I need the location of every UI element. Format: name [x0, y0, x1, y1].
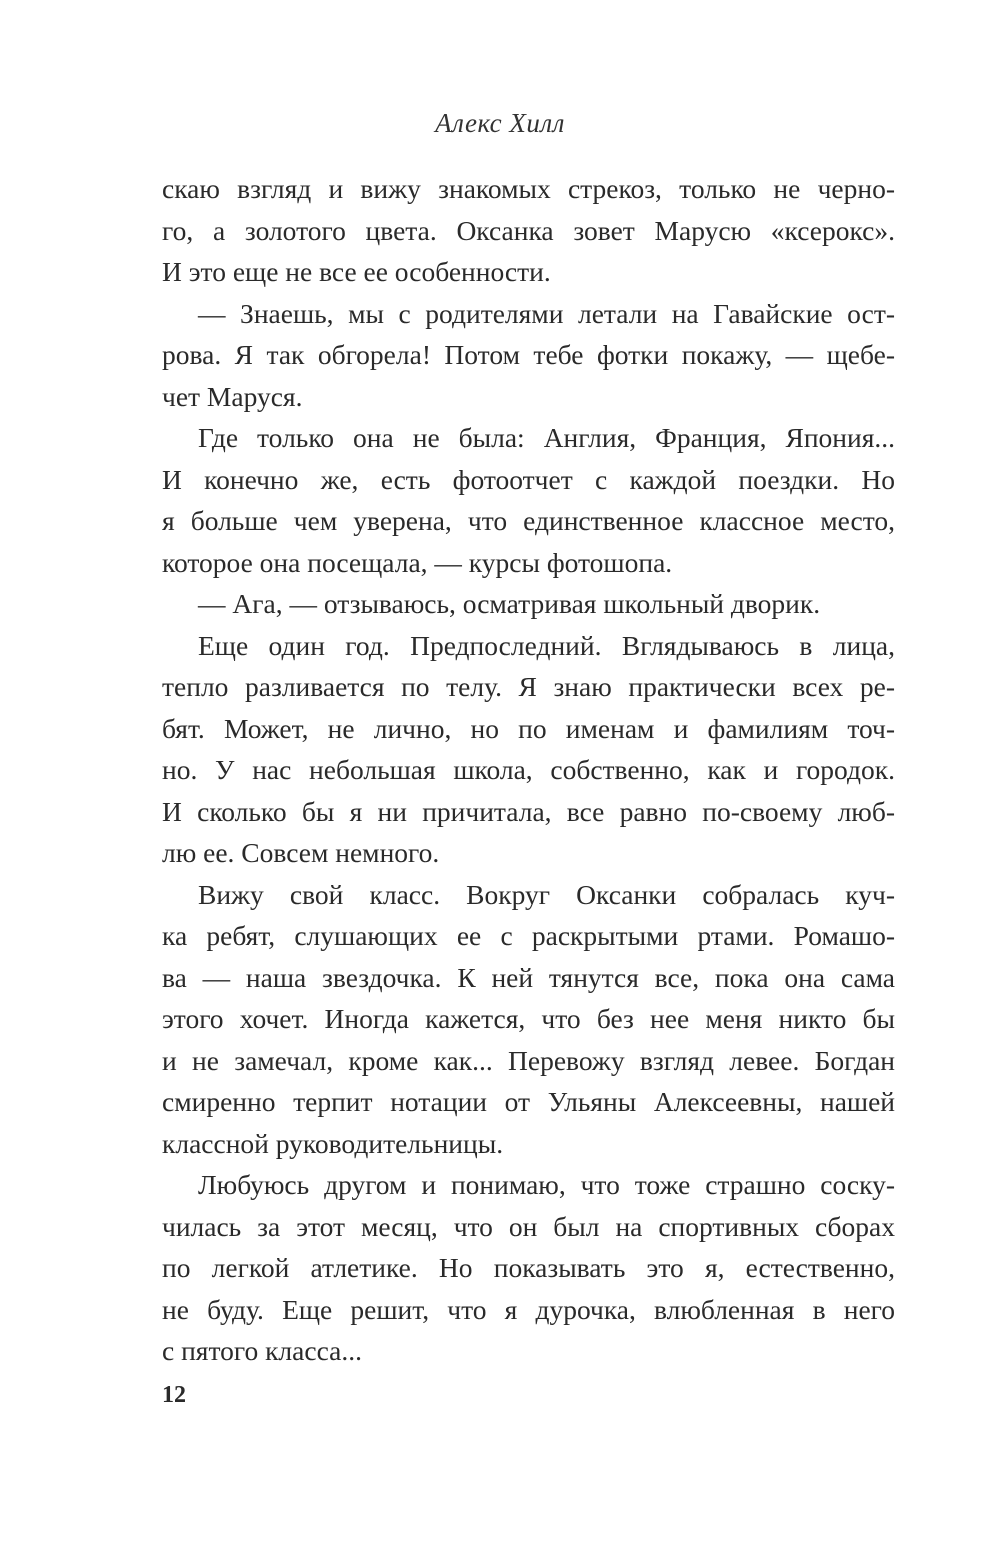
- text-line: с пятого класса...: [162, 1335, 362, 1366]
- text-line: смиренно терпит нотации от Ульяны Алексеевны, нашей: [162, 1086, 895, 1117]
- text-line: Еще один год. Предпоследний. Вглядываюсь в лица,: [198, 629, 895, 661]
- text-line: лю ее. Совсем немного.: [162, 837, 440, 868]
- text-line: И это еще не все ее особенности.: [162, 256, 551, 287]
- text-line: по легкой атлетике. Но показывать это я, естественно,: [162, 1252, 895, 1283]
- text-line: Вижу свой класс. Вокруг Оксанки собралась куч-: [198, 878, 895, 910]
- text-line: И сколько бы я ни причитала, все равно по-своему люб-: [162, 795, 895, 827]
- text-line: тепло разливается по телу. Я знаю практически всех ре-: [162, 671, 895, 702]
- text-line: бят. Может, не лично, но по именам и фамилиям точ-: [162, 712, 895, 744]
- text-line: Любуюсь другом и понимаю, что тоже страшно соску-: [198, 1169, 895, 1200]
- running-head-author: Алекс Хилл: [435, 108, 565, 138]
- text-line: но. У нас небольшая школа, собственно, как и городок.: [162, 754, 895, 785]
- text-line: я больше чем уверена, что единственное классное место,: [162, 505, 895, 536]
- text-line: ва — наша звездочка. К ней тянутся все, пока она сама: [162, 961, 895, 993]
- text-line: го, а золотого цвета. Оксанка зовет Марусю «ксерокс».: [162, 214, 895, 246]
- text-line: Где только она не была: Англия, Франция, Япония...: [198, 422, 895, 453]
- text-line: скаю взгляд и вижу знакомых стрекоз, только не черно-: [162, 173, 895, 204]
- text-line: этого хочет. Иногда кажется, что без нее меня никто бы: [162, 1003, 895, 1034]
- page-number: 12: [162, 1382, 186, 1408]
- text-line: — Знаешь, мы с родителями летали на Гавайские ост-: [198, 297, 895, 329]
- text-line: чет Маруся.: [162, 380, 303, 412]
- text-line: не буду. Еще решит, что я дурочка, влюбленная в него: [162, 1293, 895, 1325]
- text-line: и не замечал, кроме как... Перевожу взгляд левее. Богдан: [162, 1044, 895, 1076]
- text-line: которое она посещала, — курсы фотошопа.: [162, 546, 673, 578]
- text-line: — Ага, — отзываюсь, осматривая школьный дворик.: [198, 588, 821, 619]
- text-line: И конечно же, есть фотоотчет с каждой поездки. Но: [162, 463, 895, 495]
- text-line: ка ребят, слушающих ее с раскрытыми ртами. Ромашо-: [162, 920, 895, 951]
- text-line: классной руководительницы.: [162, 1127, 504, 1159]
- text-line: рова. Я так обгорела! Потом тебе фотки покажу, — щебе-: [162, 339, 895, 370]
- body-text: [162, 168, 895, 1372]
- text-line: чилась за этот месяц, что он был на спортивных сборах: [162, 1210, 895, 1242]
